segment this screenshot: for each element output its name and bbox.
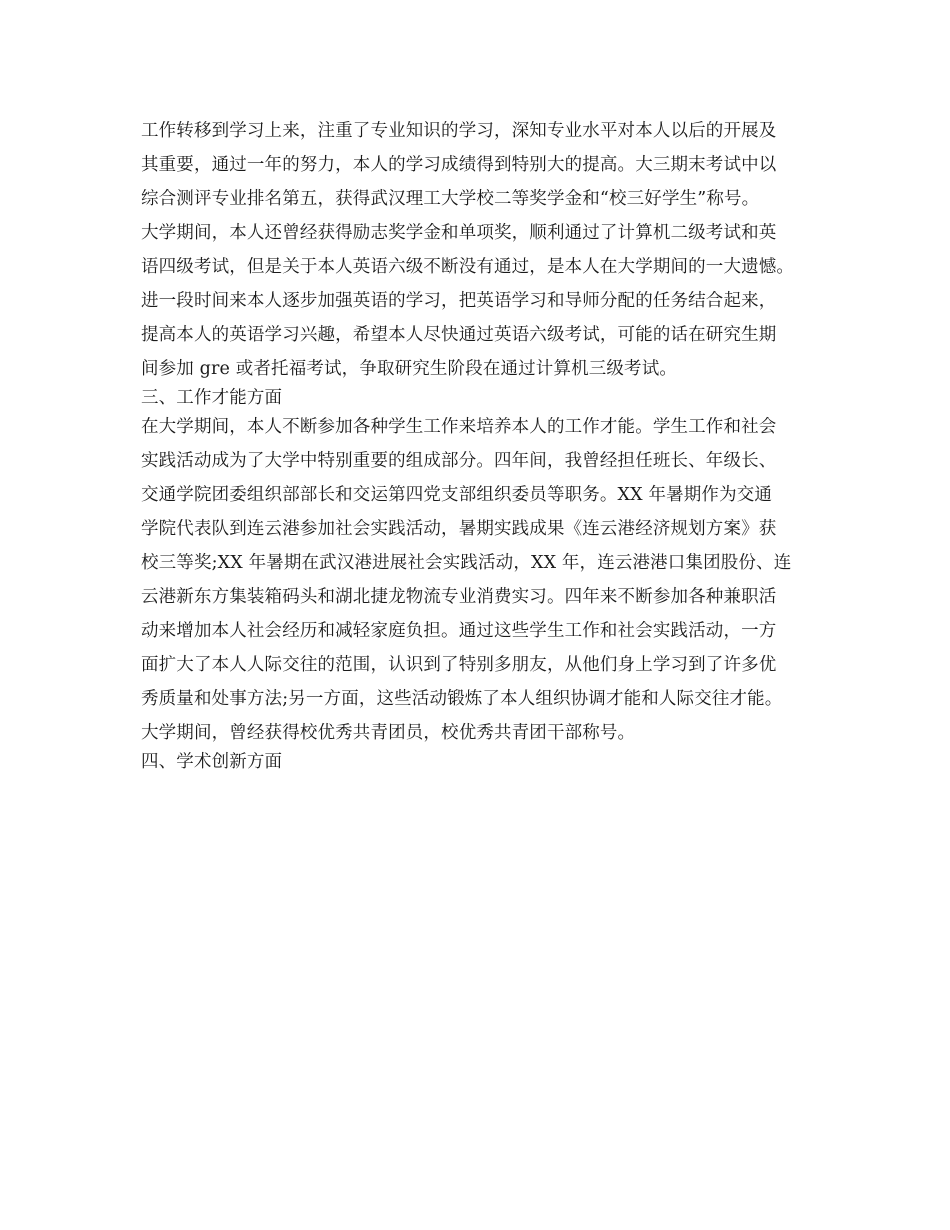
text-line: 秀质量和处事方法;另一方面，这些活动锻炼了本人组织协调才能和人际交往才能。 [141,689,783,709]
text-line: 综合测评专业排名第五，获得武汉理工大学校二等奖学金和“校三好学生”称号。 [141,189,760,209]
text-line: 大学期间，曾经获得校优秀共青团员，校优秀共青团干部称号。 [141,723,636,743]
text-line: 实践活动成为了大学中特别重要的组成部分。四年间，我曾经担任班长、年级长、 [141,451,777,471]
text-line: 云港新东方集装箱码头和湖北捷龙物流专业消费实习。四年来不断参加各种兼职活 [141,587,777,607]
text-line: 间参加 gre 或者托福考试，争取研究生阶段在通过计算机三级考试。 [141,359,677,379]
text-line: 语四级考试，但是关于本人英语六级不断没有通过，是本人在大学期间的一大遗憾。 [141,257,795,277]
text-line: 其重要，通过一年的努力，本人的学习成绩得到特别大的提高。大三期末考试中以 [141,155,777,175]
text-line: 面扩大了本人人际交往的范围，认识到了特别多朋友，从他们身上学习到了许多优 [141,655,777,675]
text-line: 大学期间，本人还曾经获得励志奖学金和单项奖，顺利通过了计算机二级考试和英 [141,223,777,243]
text-line: 工作转移到学习上来，注重了专业知识的学习，深知专业水平对本人以后的开展及 [141,121,777,141]
text-line: 在大学期间，本人不断参加各种学生工作来培养本人的工作才能。学生工作和社会 [141,417,777,437]
text-line: 提高本人的英语学习兴趣，希望本人尽快通过英语六级考试，可能的话在研究生期 [141,325,777,345]
text-line: 动来增加本人社会经历和减轻家庭负担。通过这些学生工作和社会实践活动，一方 [141,621,777,641]
text-line: 交通学院团委组织部部长和交运第四党支部组织委员等职务。XX 年暑期作为交通 [141,485,773,505]
text-line: 学院代表队到连云港参加社会实践活动，暑期实践成果《连云港经济规划方案》获 [141,519,777,539]
text-line: 校三等奖;XX 年暑期在武汉港进展社会实践活动，XX 年，连云港港口集团股份、连 [141,553,792,573]
text-line: 进一段时间来本人逐步加强英语的学习，把英语学习和导师分配的任务结合起来， [141,291,777,311]
section-heading: 四、学术创新方面 [141,752,283,772]
section-heading: 三、工作才能方面 [141,388,283,408]
